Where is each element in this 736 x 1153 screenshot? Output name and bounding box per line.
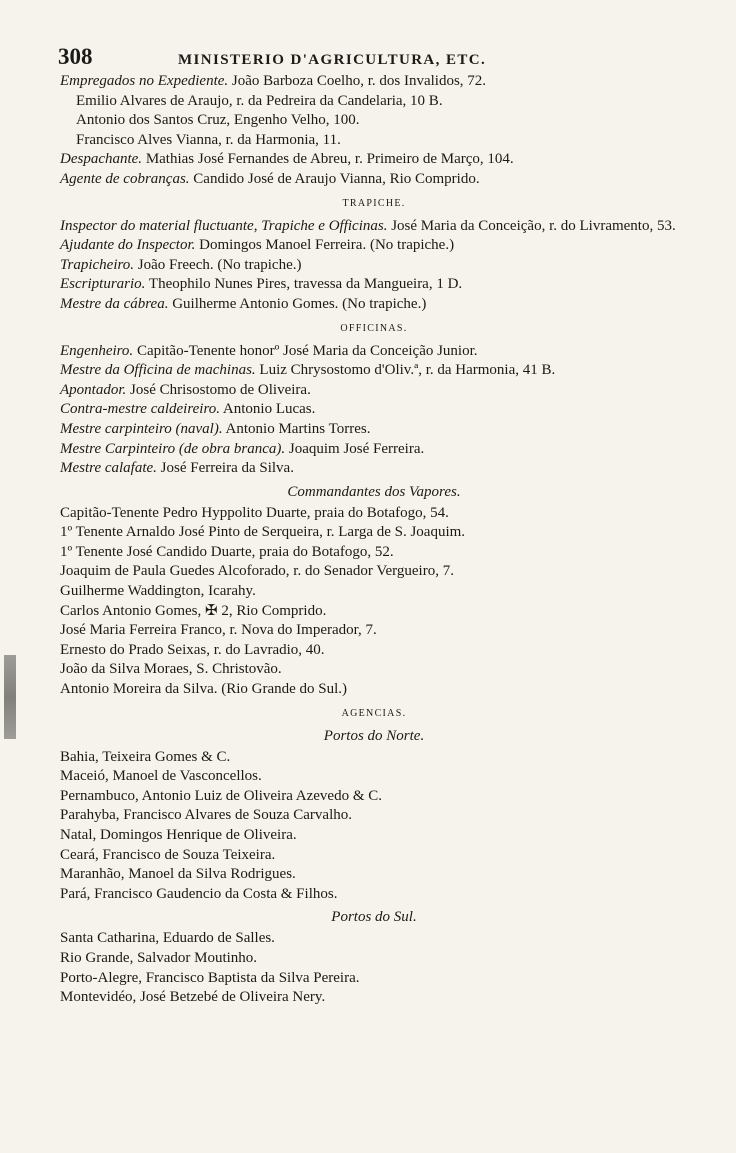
entry-label: Engenheiro.: [60, 342, 134, 359]
running-title: MINISTERIO D'AGRICULTURA, ETC.: [178, 52, 487, 68]
entry-label: Trapicheiro.: [60, 256, 135, 273]
list-item: José Maria Ferreira Franco, r. Nova do Imperador, 7.: [60, 622, 377, 639]
list-item: Natal, Domingos Henrique de Oliveira.: [60, 827, 297, 843]
page-header: [58, 44, 668, 68]
entry-engenheiro: [60, 342, 688, 362]
entry-contra-mestre: [60, 400, 688, 420]
entry-inspector: [60, 217, 688, 237]
entry-text: Guilherme Antonio Gomes. (No trapiche.): [168, 295, 427, 312]
entry-mestre-machinas: [60, 361, 688, 381]
list-item: Guilherme Waddington, Icarahy.: [60, 583, 256, 600]
entry-text: José Maria da Conceição, r. do Livramento, 53.: [387, 217, 676, 234]
entry-label: Despachante.: [60, 151, 143, 168]
list-item: 1º Tenente Arnaldo José Pinto de Serqueira, r. Larga de S. Joaquim.: [60, 524, 466, 541]
entry-ajudante: [60, 236, 688, 256]
entry-trapicheiro: [60, 256, 688, 276]
entry-text: Capitão-Tenente honorº José Maria da Conceição Junior.: [133, 342, 478, 359]
entry-despachante: [60, 150, 688, 170]
entry-label: Mestre da cábrea.: [60, 295, 169, 312]
list-item: Antonio Moreira da Silva. (Rio Grande do Sul.): [60, 681, 348, 698]
subheading-portos-norte: Portos do Norte.: [323, 727, 425, 744]
list-item: Rio Grande, Salvador Moutinho.: [60, 949, 258, 966]
entry-text: José Ferreira da Silva.: [156, 460, 294, 477]
list-item: Maceió, Manoel de Vasconcellos.: [60, 768, 262, 785]
list-item: Parahyba, Francisco Alvares de Souza Carvalho.: [60, 807, 352, 824]
entry-label: Apontador.: [60, 381, 127, 398]
entry-text: Emilio Alvares de Araujo, r. da Pedreira da Candelaria, 10 B.: [76, 92, 443, 109]
entry-text: Joaquim José Ferreira.: [285, 440, 425, 457]
list-item: Carlos Antonio Gomes, ✠ 2, Rio Comprido.: [60, 602, 327, 619]
entry-text: Domingos Manoel Ferreira. (No trapiche.): [195, 237, 455, 254]
entry-label: Empregados no Expediente.: [60, 73, 229, 89]
entry-mestre-cabrea: [60, 295, 688, 315]
entry-text: Antonio dos Santos Cruz, Engenho Velho, 100.: [76, 112, 360, 129]
entry-label: Mestre Carpinteiro (de obra branca).: [60, 440, 286, 457]
entry-label: Ajudante do Inspector.: [60, 237, 196, 254]
list-item: Pernambuco, Antonio Luiz de Oliveira Azevedo & C.: [60, 787, 383, 804]
entry-label: Contra-mestre caldeireiro.: [60, 401, 220, 418]
section-heading-officinas: OFFICINAS.: [340, 322, 408, 334]
list-item: Joaquim de Paula Guedes Alcoforado, r. do Senador Vergueiro, 7.: [60, 563, 454, 580]
list-item: Maranhão, Manoel da Silva Rodrigues.: [60, 866, 296, 883]
section-heading-trapiche: TRAPICHE.: [342, 197, 406, 209]
entry-continuation: [60, 131, 688, 151]
entry-continuation: [60, 92, 688, 112]
entry-text: Luiz Chrysostomo d'Oliv.ª, r. da Harmonia, 41 B.: [255, 362, 556, 379]
page-number: 308: [58, 44, 93, 69]
entry-label: Mestre da Officina de machinas.: [60, 362, 256, 379]
entry-text: Antonio Lucas.: [219, 401, 316, 418]
entry-text: Antonio Martins Torres.: [222, 420, 371, 437]
list-item: Capitão-Tenente Pedro Hyppolito Duarte, praia do Botafogo, 54.: [60, 504, 449, 521]
entry-label: Inspector do material fluctuante, Trapiche e Officinas.: [60, 217, 388, 234]
entry-calafate: [60, 459, 688, 479]
entry-text: Theophilo Nunes Pires, travessa da Mangueira, 1 D.: [145, 276, 463, 293]
entry-label: Escripturario.: [60, 276, 146, 293]
entry-label: Agente de cobranças.: [60, 170, 190, 187]
entry-carpinteiro-branca: [60, 440, 688, 460]
entry-text: João Barboza Coelho, r. dos Invalidos, 72.: [228, 73, 487, 89]
list-item: Santa Catharina, Eduardo de Salles.: [60, 930, 275, 947]
list-item: Ceará, Francisco de Souza Teixeira.: [60, 846, 276, 863]
subheading-portos-sul: Portos do Sul.: [331, 909, 417, 926]
list-item: Porto-Alegre, Francisco Baptista da Silva Pereira.: [60, 969, 360, 986]
entry-carpinteiro-naval: [60, 420, 688, 440]
entry-text: Candido José de Araujo Vianna, Rio Comprido.: [189, 170, 480, 187]
entry-text: José Chrisostomo de Oliveira.: [126, 381, 311, 398]
list-item: 1º Tenente José Candido Duarte, praia do Botafogo, 52.: [60, 543, 394, 560]
list-item: Bahia, Teixeira Gomes & C.: [60, 748, 231, 765]
entry-label: Mestre calafate.: [60, 460, 157, 477]
list-item: Ernesto do Prado Seixas, r. do Lavradio, 40.: [60, 641, 325, 658]
section-heading-vapores: Commandantes dos Vapores.: [287, 483, 461, 500]
page-edge-mark: [4, 655, 16, 739]
entry-empregados: [60, 72, 688, 92]
entry-text: Francisco Alves Vianna, r. da Harmonia, 11.: [76, 131, 341, 148]
entry-text: João Freech. (No trapiche.): [134, 256, 302, 273]
list-item: Pará, Francisco Gaudencio da Costa & Filhos.: [60, 885, 338, 902]
entry-text: Mathias José Fernandes de Abreu, r. Primeiro de Março, 104.: [142, 151, 514, 168]
section-heading-agencias: AGENCIAS.: [341, 707, 407, 719]
list-item: João da Silva Moraes, S. Christovão.: [60, 661, 282, 678]
list-item: Montevidéo, José Betzebé de Oliveira Nery.: [60, 989, 326, 1006]
entry-apontador: [60, 381, 688, 401]
entry-agente: [60, 170, 688, 190]
entry-label: Mestre carpinteiro (naval).: [60, 420, 223, 437]
entry-continuation: [60, 111, 688, 131]
entry-escripturario: [60, 275, 688, 295]
page-content: [60, 72, 688, 1008]
